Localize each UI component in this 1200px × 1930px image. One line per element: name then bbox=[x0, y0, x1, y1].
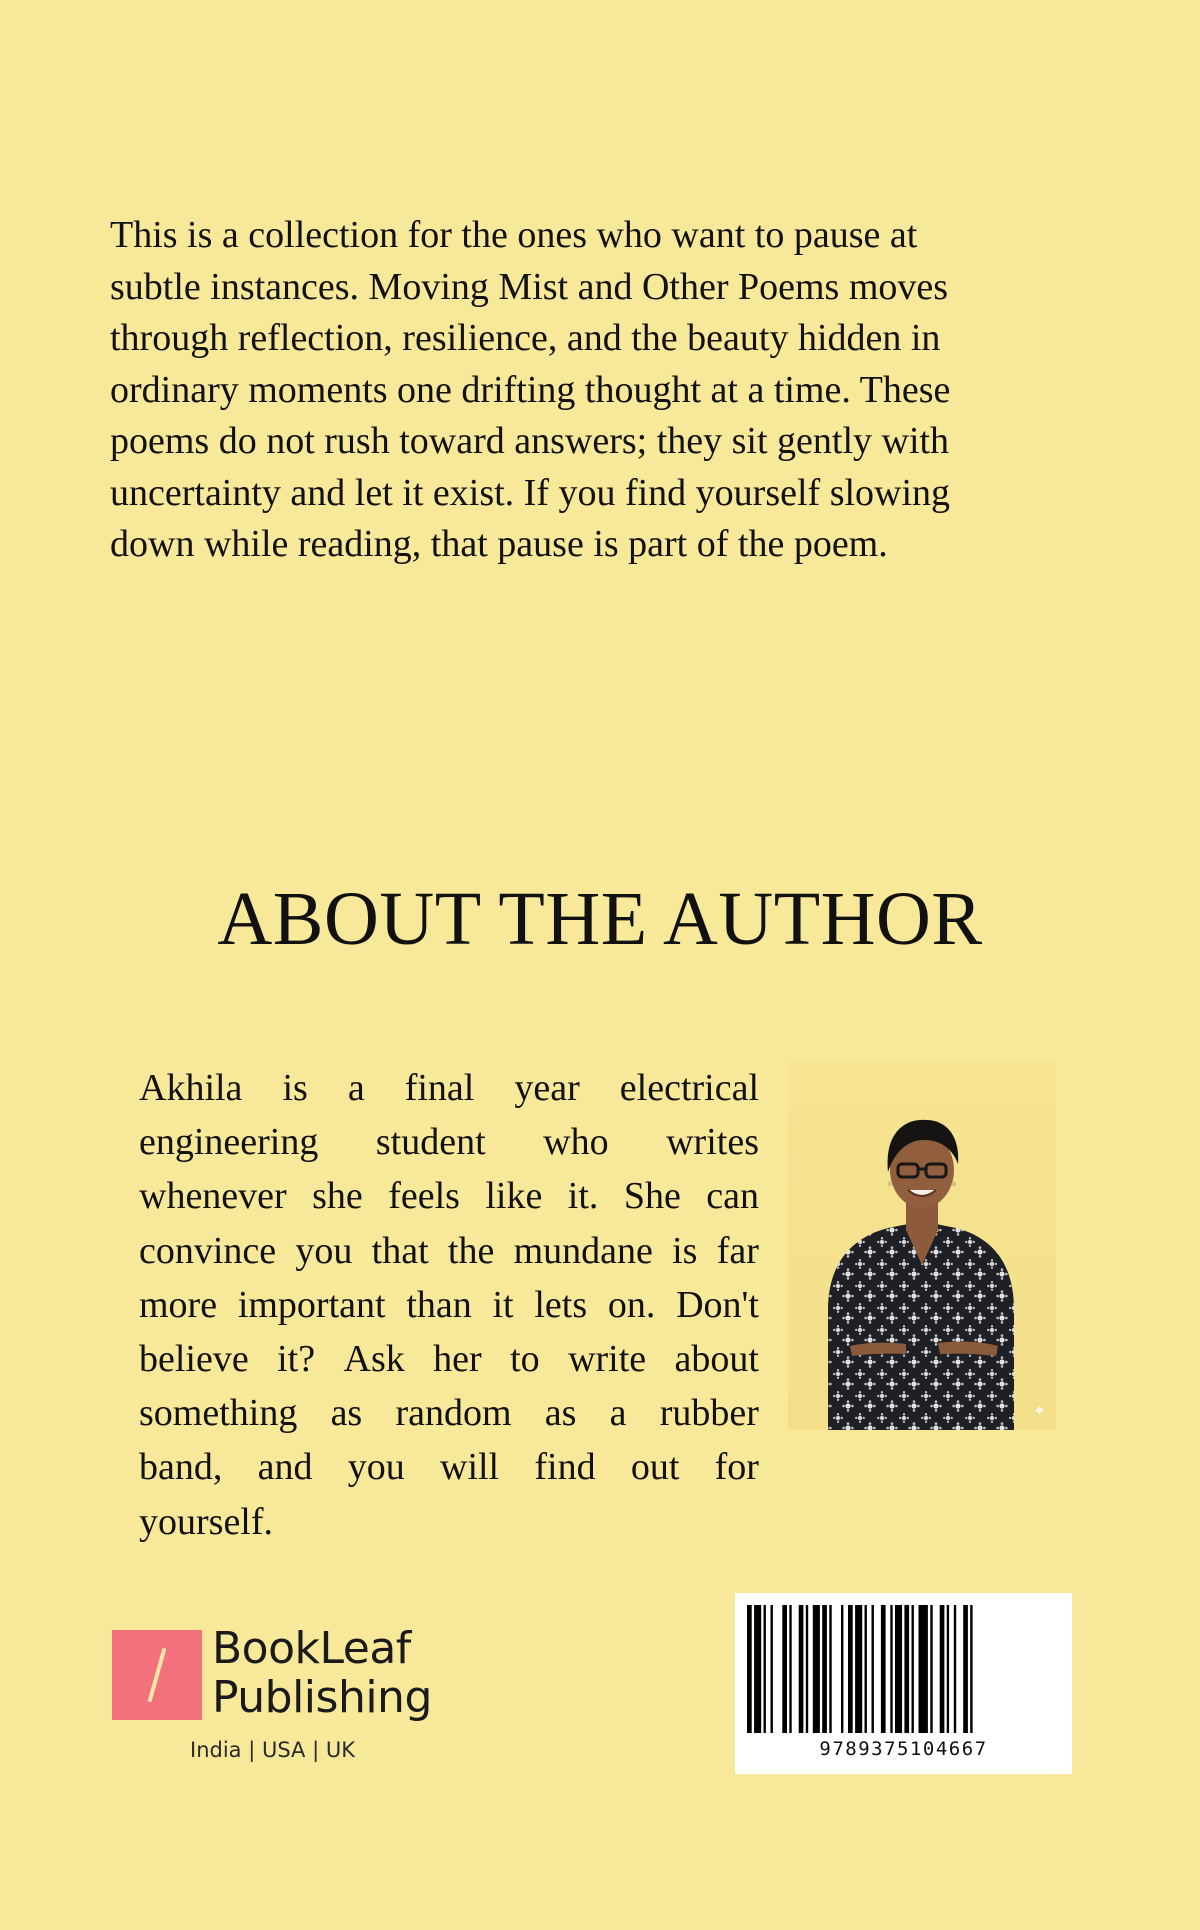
bio-word: it bbox=[492, 1283, 514, 1326]
blurb-line: subtle instances. Moving Mist and Other Poems moves bbox=[110, 265, 949, 308]
bio-word: can bbox=[706, 1175, 759, 1218]
barcode-bar bbox=[872, 1605, 874, 1733]
publisher-name bbox=[212, 1624, 432, 1722]
bio-line bbox=[139, 1061, 759, 1115]
barcode-bar bbox=[930, 1605, 932, 1733]
blurb-line: down while reading, that pause is part of the poem. bbox=[110, 523, 888, 565]
bio-word: believe bbox=[139, 1338, 249, 1381]
bio-word: Don't bbox=[676, 1283, 759, 1326]
bio-word: electrical bbox=[619, 1067, 759, 1109]
barcode-bar bbox=[963, 1605, 968, 1733]
bio-line bbox=[139, 1332, 759, 1386]
barcode-bar bbox=[881, 1605, 886, 1733]
author-bio bbox=[139, 1061, 759, 1549]
bio-line bbox=[139, 1169, 759, 1223]
barcode-bar bbox=[754, 1605, 761, 1733]
bio-word: like bbox=[485, 1175, 543, 1218]
bio-word: out bbox=[630, 1446, 680, 1489]
blurb-line: poems do not rush toward answers; they sit gently with bbox=[110, 420, 950, 462]
blurb-line: ordinary moments one drifting thought at a time. These bbox=[110, 368, 951, 411]
barcode-bar bbox=[855, 1605, 862, 1733]
barcode-bar bbox=[947, 1605, 949, 1733]
barcode-bar bbox=[919, 1605, 928, 1733]
bio-word: feels bbox=[388, 1175, 460, 1218]
bio-word: something bbox=[139, 1392, 298, 1435]
bio-word: rubber bbox=[659, 1392, 759, 1435]
barcode-bar bbox=[789, 1605, 791, 1733]
bio-word: band, bbox=[139, 1446, 223, 1489]
isbn-number: 9789375104667 bbox=[819, 1738, 988, 1760]
bio-word: her bbox=[433, 1338, 482, 1381]
barcode-bar bbox=[747, 1605, 752, 1733]
bio-word: mundane bbox=[513, 1229, 653, 1272]
bio-word: year bbox=[514, 1067, 580, 1109]
bio-word: engineering bbox=[139, 1121, 319, 1164]
barcode-bar bbox=[904, 1605, 909, 1733]
author-photo bbox=[788, 1060, 1056, 1430]
bio-word: more bbox=[139, 1283, 218, 1326]
blurb-line: through reflection, resilience, and the beauty hidden in bbox=[110, 317, 941, 359]
bio-line bbox=[139, 1278, 759, 1332]
bio-word: for bbox=[714, 1446, 759, 1489]
barcode-bar bbox=[895, 1605, 902, 1733]
bio-word: you bbox=[347, 1446, 405, 1489]
barcode-bar bbox=[806, 1605, 808, 1733]
bio-word: write bbox=[568, 1338, 647, 1381]
bio-word: who bbox=[543, 1121, 609, 1164]
publisher-logo-mark bbox=[112, 1630, 202, 1720]
bio-word: lets bbox=[534, 1283, 588, 1326]
bio-word: is bbox=[672, 1229, 698, 1272]
bio-line bbox=[139, 1115, 759, 1169]
author-portrait-illustration bbox=[788, 1060, 1056, 1430]
bio-word: about bbox=[674, 1338, 759, 1381]
barcode-bar bbox=[848, 1605, 853, 1733]
barcode-bar bbox=[970, 1605, 972, 1733]
bio-word: and bbox=[257, 1446, 313, 1489]
barcode-bar bbox=[782, 1605, 787, 1733]
bio-word: a bbox=[609, 1392, 627, 1435]
barcode-bar bbox=[813, 1605, 820, 1733]
bio-word: on. bbox=[607, 1283, 656, 1326]
back-cover-blurb bbox=[110, 210, 1000, 571]
bio-word: She bbox=[623, 1175, 681, 1218]
bio-line: yourself. bbox=[139, 1500, 274, 1543]
bio-word: is bbox=[282, 1067, 308, 1109]
barcode-bar bbox=[829, 1605, 831, 1733]
barcode-bar bbox=[771, 1605, 773, 1733]
barcode-bar bbox=[764, 1605, 766, 1733]
bio-word: far bbox=[716, 1229, 759, 1272]
isbn-barcode bbox=[735, 1593, 1072, 1774]
barcode-bar bbox=[954, 1605, 956, 1733]
publisher-name-line2: Publishing bbox=[212, 1672, 432, 1723]
bio-word: than bbox=[406, 1283, 472, 1326]
bio-word: convince bbox=[139, 1229, 277, 1272]
about-author-heading: ABOUT THE AUTHOR bbox=[217, 877, 983, 961]
bio-word: the bbox=[447, 1229, 495, 1272]
barcode-bar bbox=[912, 1605, 914, 1733]
slash-icon bbox=[134, 1644, 182, 1706]
bio-word: writes bbox=[666, 1121, 759, 1164]
sparkle-icon: ✦ bbox=[1032, 1401, 1046, 1420]
bio-word: she bbox=[312, 1175, 363, 1218]
bio-word: as bbox=[544, 1392, 577, 1435]
barcode-bar bbox=[890, 1605, 892, 1733]
bio-word: Ask bbox=[343, 1338, 405, 1381]
publisher-regions: India | USA | UK bbox=[190, 1738, 355, 1762]
barcode-bar bbox=[865, 1605, 867, 1733]
bio-word: it. bbox=[567, 1175, 599, 1218]
bio-line bbox=[139, 1440, 759, 1494]
barcode-bar bbox=[841, 1605, 843, 1733]
bio-word: find bbox=[534, 1446, 596, 1489]
bio-word: student bbox=[375, 1121, 486, 1164]
bio-word: it? bbox=[277, 1338, 316, 1381]
publisher-name-line1: BookLeaf bbox=[212, 1623, 411, 1674]
barcode-bar bbox=[799, 1605, 804, 1733]
bio-word: that bbox=[371, 1229, 429, 1272]
bio-word: important bbox=[237, 1283, 386, 1326]
barcode-bar bbox=[940, 1605, 945, 1733]
bio-word: as bbox=[330, 1392, 363, 1435]
bio-line bbox=[139, 1224, 759, 1278]
bio-word: you bbox=[295, 1229, 353, 1272]
barcode-bar bbox=[822, 1605, 827, 1733]
blurb-line: This is a collection for the ones who want to pause at bbox=[110, 214, 918, 256]
bio-word: random bbox=[395, 1392, 512, 1435]
bio-word: a bbox=[347, 1067, 365, 1109]
bio-word: will bbox=[440, 1446, 500, 1489]
bio-word: Akhila bbox=[139, 1067, 243, 1109]
bio-word: final bbox=[404, 1067, 475, 1109]
bio-line bbox=[139, 1386, 759, 1440]
bio-word: to bbox=[510, 1338, 540, 1381]
bio-word: whenever bbox=[139, 1175, 287, 1218]
blurb-line: uncertainty and let it exist. If you find yourself slowing bbox=[110, 471, 951, 514]
